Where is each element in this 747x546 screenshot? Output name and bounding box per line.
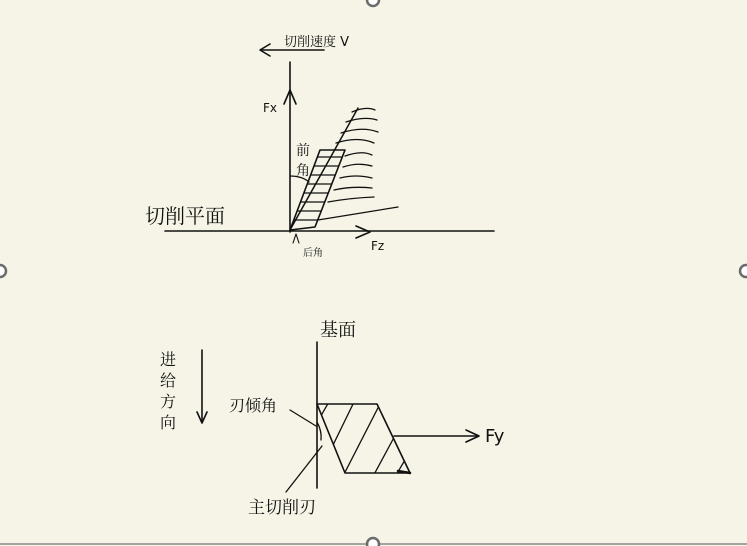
fz-arrowhead	[356, 226, 370, 238]
tool-section	[290, 400, 412, 482]
fy-label: Fy	[485, 426, 505, 447]
resize-handle-left[interactable]	[0, 265, 6, 277]
fx-axis	[284, 62, 296, 232]
inclination-angle-label: 刃倾角	[229, 396, 278, 415]
feed-direction-char-2: 给	[160, 371, 177, 390]
tool-profile	[280, 150, 360, 230]
feed-direction-char-4: 向	[160, 413, 177, 432]
clearance-angle-label: 后角	[303, 248, 323, 259]
bottom-diagram	[160, 320, 505, 518]
rake-angle-label-1: 前	[296, 143, 310, 159]
clearance-angle-arrow	[293, 234, 299, 243]
feed-direction-arrow	[197, 350, 207, 423]
fz-label: Fz	[371, 239, 385, 253]
resize-handle-right[interactable]	[740, 265, 747, 277]
fx-label: Fx	[263, 101, 278, 115]
fy-arrow	[394, 430, 479, 442]
resize-handle-bottom[interactable]	[367, 538, 379, 546]
cutting-plane-label: 切削平面	[145, 204, 225, 228]
inclination-angle-leader	[290, 410, 316, 426]
rake-angle-label-2: 角	[296, 163, 310, 179]
feed-direction-char-1: 进	[160, 350, 177, 369]
feed-direction-char-3: 方	[160, 392, 177, 411]
base-plane-label: 基面	[320, 320, 356, 341]
cutting-speed-label: 切削速度 V	[284, 35, 350, 50]
main-cutting-edge-label: 主切削刃	[248, 498, 316, 518]
resize-handle-top[interactable]	[367, 0, 379, 6]
top-diagram	[145, 34, 494, 259]
